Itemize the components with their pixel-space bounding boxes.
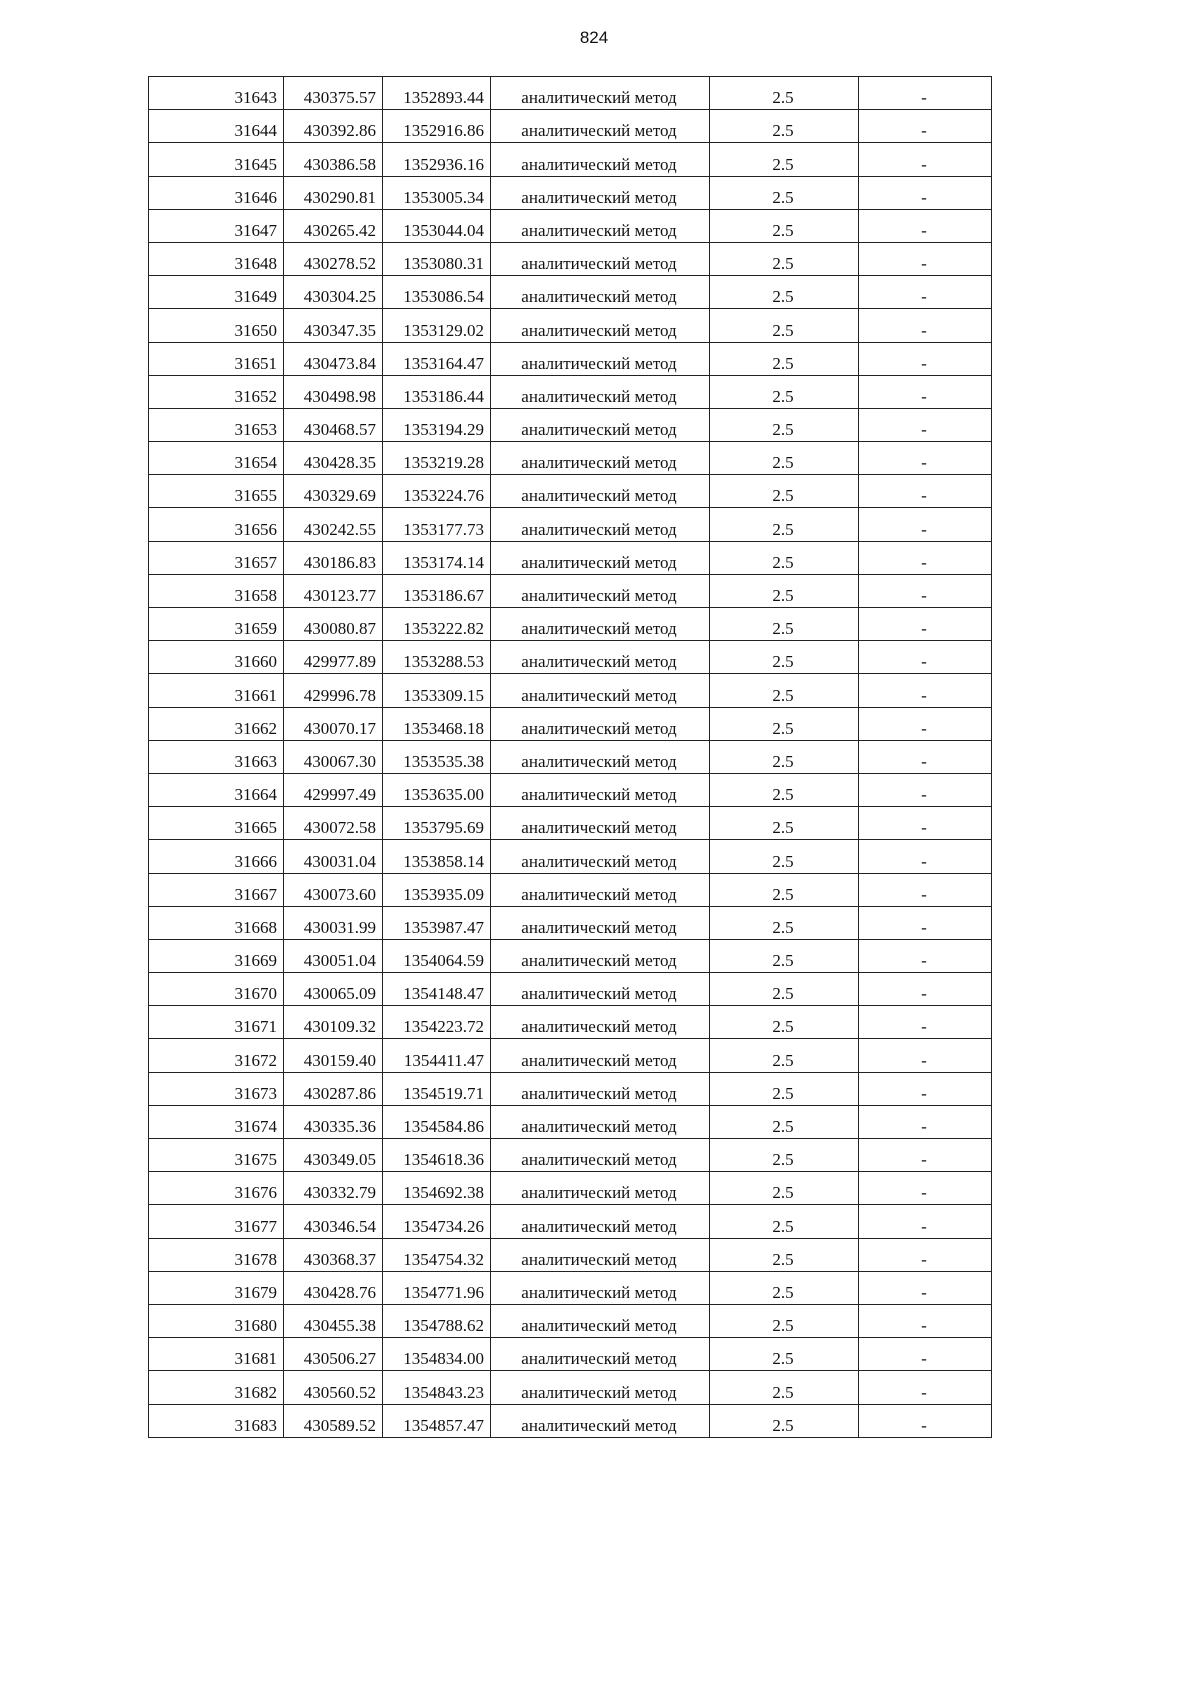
method-cell: аналитический метод [491, 309, 710, 342]
y-coordinate-cell: 1354754.32 [383, 1238, 491, 1271]
point-number-cell: 31671 [149, 1006, 284, 1039]
point-number-cell: 31673 [149, 1072, 284, 1105]
x-coordinate-cell: 430278.52 [284, 242, 383, 275]
point-number-cell: 31644 [149, 110, 284, 143]
method-cell: аналитический метод [491, 77, 710, 110]
y-coordinate-cell: 1353044.04 [383, 209, 491, 242]
x-coordinate-cell: 430335.36 [284, 1105, 383, 1138]
note-cell: - [859, 309, 992, 342]
note-cell: - [859, 939, 992, 972]
accuracy-cell: 2.5 [710, 873, 859, 906]
table-row [149, 641, 992, 674]
point-number-cell: 31645 [149, 143, 284, 176]
method-cell: аналитический метод [491, 242, 710, 275]
accuracy-cell: 2.5 [710, 840, 859, 873]
point-number-cell: 31669 [149, 939, 284, 972]
method-cell: аналитический метод [491, 1238, 710, 1271]
table-row [149, 1172, 992, 1205]
accuracy-cell: 2.5 [710, 1404, 859, 1437]
x-coordinate-cell: 430347.35 [284, 309, 383, 342]
y-coordinate-cell: 1352936.16 [383, 143, 491, 176]
note-cell: - [859, 1205, 992, 1238]
method-cell: аналитический метод [491, 608, 710, 641]
accuracy-cell: 2.5 [710, 242, 859, 275]
table-row [149, 110, 992, 143]
x-coordinate-cell: 430109.32 [284, 1006, 383, 1039]
y-coordinate-cell: 1353177.73 [383, 508, 491, 541]
table-row [149, 1072, 992, 1105]
x-coordinate-cell: 429996.78 [284, 674, 383, 707]
accuracy-cell: 2.5 [710, 740, 859, 773]
note-cell: - [859, 1072, 992, 1105]
point-number-cell: 31658 [149, 574, 284, 607]
x-coordinate-cell: 430589.52 [284, 1404, 383, 1437]
method-cell: аналитический метод [491, 408, 710, 441]
point-number-cell: 31668 [149, 906, 284, 939]
accuracy-cell: 2.5 [710, 276, 859, 309]
y-coordinate-cell: 1353468.18 [383, 707, 491, 740]
note-cell: - [859, 242, 992, 275]
accuracy-cell: 2.5 [710, 1238, 859, 1271]
note-cell: - [859, 574, 992, 607]
x-coordinate-cell: 430506.27 [284, 1338, 383, 1371]
x-coordinate-cell: 430455.38 [284, 1304, 383, 1337]
accuracy-cell: 2.5 [710, 641, 859, 674]
accuracy-cell: 2.5 [710, 906, 859, 939]
note-cell: - [859, 1039, 992, 1072]
table-row [149, 309, 992, 342]
y-coordinate-cell: 1353219.28 [383, 442, 491, 475]
note-cell: - [859, 641, 992, 674]
note-cell: - [859, 1404, 992, 1437]
accuracy-cell: 2.5 [710, 1271, 859, 1304]
table-row [149, 574, 992, 607]
accuracy-cell: 2.5 [710, 1205, 859, 1238]
point-number-cell: 31661 [149, 674, 284, 707]
method-cell: аналитический метод [491, 906, 710, 939]
note-cell: - [859, 110, 992, 143]
table-row [149, 1139, 992, 1172]
method-cell: аналитический метод [491, 707, 710, 740]
x-coordinate-cell: 430067.30 [284, 740, 383, 773]
point-number-cell: 31682 [149, 1371, 284, 1404]
y-coordinate-cell: 1354843.23 [383, 1371, 491, 1404]
table-row [149, 1238, 992, 1271]
x-coordinate-cell: 430031.04 [284, 840, 383, 873]
note-cell: - [859, 1371, 992, 1404]
y-coordinate-cell: 1353129.02 [383, 309, 491, 342]
accuracy-cell: 2.5 [710, 110, 859, 143]
table-row [149, 442, 992, 475]
table-row [149, 541, 992, 574]
table-row [149, 143, 992, 176]
table-row [149, 1404, 992, 1437]
point-number-cell: 31674 [149, 1105, 284, 1138]
x-coordinate-cell: 430332.79 [284, 1172, 383, 1205]
x-coordinate-cell: 430346.54 [284, 1205, 383, 1238]
y-coordinate-cell: 1352893.44 [383, 77, 491, 110]
y-coordinate-cell: 1353224.76 [383, 475, 491, 508]
table-row [149, 176, 992, 209]
y-coordinate-cell: 1353309.15 [383, 674, 491, 707]
x-coordinate-cell: 430031.99 [284, 906, 383, 939]
y-coordinate-cell: 1353858.14 [383, 840, 491, 873]
x-coordinate-cell: 429997.49 [284, 773, 383, 806]
accuracy-cell: 2.5 [710, 807, 859, 840]
point-number-cell: 31667 [149, 873, 284, 906]
table-row [149, 773, 992, 806]
point-number-cell: 31652 [149, 375, 284, 408]
accuracy-cell: 2.5 [710, 1072, 859, 1105]
y-coordinate-cell: 1353080.31 [383, 242, 491, 275]
note-cell: - [859, 1006, 992, 1039]
method-cell: аналитический метод [491, 442, 710, 475]
x-coordinate-cell: 430329.69 [284, 475, 383, 508]
table-row [149, 674, 992, 707]
table-row [149, 608, 992, 641]
table-row [149, 475, 992, 508]
method-cell: аналитический метод [491, 773, 710, 806]
point-number-cell: 31678 [149, 1238, 284, 1271]
note-cell: - [859, 176, 992, 209]
point-number-cell: 31659 [149, 608, 284, 641]
point-number-cell: 31663 [149, 740, 284, 773]
note-cell: - [859, 375, 992, 408]
accuracy-cell: 2.5 [710, 475, 859, 508]
x-coordinate-cell: 430072.58 [284, 807, 383, 840]
note-cell: - [859, 608, 992, 641]
point-number-cell: 31654 [149, 442, 284, 475]
x-coordinate-cell: 430368.37 [284, 1238, 383, 1271]
method-cell: аналитический метод [491, 973, 710, 1006]
accuracy-cell: 2.5 [710, 973, 859, 1006]
x-coordinate-cell: 430468.57 [284, 408, 383, 441]
method-cell: аналитический метод [491, 574, 710, 607]
method-cell: аналитический метод [491, 1205, 710, 1238]
accuracy-cell: 2.5 [710, 1105, 859, 1138]
accuracy-cell: 2.5 [710, 209, 859, 242]
note-cell: - [859, 1238, 992, 1271]
table-row [149, 276, 992, 309]
point-number-cell: 31681 [149, 1338, 284, 1371]
point-number-cell: 31650 [149, 309, 284, 342]
accuracy-cell: 2.5 [710, 77, 859, 110]
point-number-cell: 31675 [149, 1139, 284, 1172]
point-number-cell: 31643 [149, 77, 284, 110]
y-coordinate-cell: 1353186.44 [383, 375, 491, 408]
point-number-cell: 31660 [149, 641, 284, 674]
point-number-cell: 31664 [149, 773, 284, 806]
note-cell: - [859, 408, 992, 441]
y-coordinate-cell: 1353635.00 [383, 773, 491, 806]
note-cell: - [859, 906, 992, 939]
accuracy-cell: 2.5 [710, 1304, 859, 1337]
point-number-cell: 31672 [149, 1039, 284, 1072]
accuracy-cell: 2.5 [710, 773, 859, 806]
page-number: 824 [579, 28, 609, 47]
accuracy-cell: 2.5 [710, 939, 859, 972]
x-coordinate-cell: 430242.55 [284, 508, 383, 541]
table-row [149, 840, 992, 873]
y-coordinate-cell: 1353186.67 [383, 574, 491, 607]
x-coordinate-cell: 430159.40 [284, 1039, 383, 1072]
point-number-cell: 31648 [149, 242, 284, 275]
point-number-cell: 31655 [149, 475, 284, 508]
table-row [149, 1271, 992, 1304]
y-coordinate-cell: 1354834.00 [383, 1338, 491, 1371]
x-coordinate-cell: 430375.57 [284, 77, 383, 110]
x-coordinate-cell: 429977.89 [284, 641, 383, 674]
y-coordinate-cell: 1354584.86 [383, 1105, 491, 1138]
point-number-cell: 31679 [149, 1271, 284, 1304]
y-coordinate-cell: 1353535.38 [383, 740, 491, 773]
point-number-cell: 31653 [149, 408, 284, 441]
table-row [149, 1371, 992, 1404]
x-coordinate-cell: 430186.83 [284, 541, 383, 574]
method-cell: аналитический метод [491, 1172, 710, 1205]
x-coordinate-cell: 430080.87 [284, 608, 383, 641]
table-row [149, 209, 992, 242]
table-row [149, 973, 992, 1006]
table-row [149, 1304, 992, 1337]
accuracy-cell: 2.5 [710, 608, 859, 641]
x-coordinate-cell: 430473.84 [284, 342, 383, 375]
y-coordinate-cell: 1354519.71 [383, 1072, 491, 1105]
note-cell: - [859, 773, 992, 806]
method-cell: аналитический метод [491, 475, 710, 508]
point-number-cell: 31647 [149, 209, 284, 242]
y-coordinate-cell: 1354734.26 [383, 1205, 491, 1238]
accuracy-cell: 2.5 [710, 143, 859, 176]
method-cell: аналитический метод [491, 840, 710, 873]
point-number-cell: 31676 [149, 1172, 284, 1205]
method-cell: аналитический метод [491, 1371, 710, 1404]
point-number-cell: 31666 [149, 840, 284, 873]
table-row [149, 375, 992, 408]
method-cell: аналитический метод [491, 143, 710, 176]
y-coordinate-cell: 1354788.62 [383, 1304, 491, 1337]
y-coordinate-cell: 1354223.72 [383, 1006, 491, 1039]
x-coordinate-cell: 430560.52 [284, 1371, 383, 1404]
table-row [149, 508, 992, 541]
point-number-cell: 31670 [149, 973, 284, 1006]
point-number-cell: 31677 [149, 1205, 284, 1238]
method-cell: аналитический метод [491, 1139, 710, 1172]
accuracy-cell: 2.5 [710, 541, 859, 574]
table-row [149, 873, 992, 906]
x-coordinate-cell: 430304.25 [284, 276, 383, 309]
method-cell: аналитический метод [491, 674, 710, 707]
y-coordinate-cell: 1354692.38 [383, 1172, 491, 1205]
x-coordinate-cell: 430349.05 [284, 1139, 383, 1172]
x-coordinate-cell: 430051.04 [284, 939, 383, 972]
method-cell: аналитический метод [491, 641, 710, 674]
y-coordinate-cell: 1354857.47 [383, 1404, 491, 1437]
note-cell: - [859, 541, 992, 574]
note-cell: - [859, 1139, 992, 1172]
table-row [149, 807, 992, 840]
coordinates-table-body [149, 77, 992, 1438]
method-cell: аналитический метод [491, 939, 710, 972]
accuracy-cell: 2.5 [710, 176, 859, 209]
table-row [149, 707, 992, 740]
x-coordinate-cell: 430123.77 [284, 574, 383, 607]
accuracy-cell: 2.5 [710, 1172, 859, 1205]
y-coordinate-cell: 1353795.69 [383, 807, 491, 840]
note-cell: - [859, 276, 992, 309]
method-cell: аналитический метод [491, 873, 710, 906]
accuracy-cell: 2.5 [710, 574, 859, 607]
note-cell: - [859, 442, 992, 475]
method-cell: аналитический метод [491, 1338, 710, 1371]
accuracy-cell: 2.5 [710, 1338, 859, 1371]
accuracy-cell: 2.5 [710, 1006, 859, 1039]
note-cell: - [859, 873, 992, 906]
note-cell: - [859, 143, 992, 176]
note-cell: - [859, 973, 992, 1006]
y-coordinate-cell: 1354411.47 [383, 1039, 491, 1072]
method-cell: аналитический метод [491, 807, 710, 840]
y-coordinate-cell: 1353174.14 [383, 541, 491, 574]
table-row [149, 1105, 992, 1138]
method-cell: аналитический метод [491, 508, 710, 541]
method-cell: аналитический метод [491, 1039, 710, 1072]
table-row [149, 77, 992, 110]
point-number-cell: 31646 [149, 176, 284, 209]
x-coordinate-cell: 430428.76 [284, 1271, 383, 1304]
y-coordinate-cell: 1354618.36 [383, 1139, 491, 1172]
method-cell: аналитический метод [491, 110, 710, 143]
note-cell: - [859, 807, 992, 840]
note-cell: - [859, 1105, 992, 1138]
y-coordinate-cell: 1353194.29 [383, 408, 491, 441]
point-number-cell: 31651 [149, 342, 284, 375]
accuracy-cell: 2.5 [710, 1139, 859, 1172]
coordinates-table [148, 76, 992, 1438]
accuracy-cell: 2.5 [710, 674, 859, 707]
point-number-cell: 31665 [149, 807, 284, 840]
table-row [149, 939, 992, 972]
method-cell: аналитический метод [491, 1271, 710, 1304]
point-number-cell: 31657 [149, 541, 284, 574]
x-coordinate-cell: 430392.86 [284, 110, 383, 143]
method-cell: аналитический метод [491, 1072, 710, 1105]
accuracy-cell: 2.5 [710, 442, 859, 475]
y-coordinate-cell: 1353935.09 [383, 873, 491, 906]
y-coordinate-cell: 1352916.86 [383, 110, 491, 143]
x-coordinate-cell: 430070.17 [284, 707, 383, 740]
accuracy-cell: 2.5 [710, 408, 859, 441]
y-coordinate-cell: 1354148.47 [383, 973, 491, 1006]
y-coordinate-cell: 1353987.47 [383, 906, 491, 939]
table-row [149, 1205, 992, 1238]
method-cell: аналитический метод [491, 541, 710, 574]
point-number-cell: 31680 [149, 1304, 284, 1337]
note-cell: - [859, 209, 992, 242]
method-cell: аналитический метод [491, 1105, 710, 1138]
table-row [149, 1039, 992, 1072]
y-coordinate-cell: 1353222.82 [383, 608, 491, 641]
y-coordinate-cell: 1353288.53 [383, 641, 491, 674]
method-cell: аналитический метод [491, 209, 710, 242]
point-number-cell: 31683 [149, 1404, 284, 1437]
x-coordinate-cell: 430265.42 [284, 209, 383, 242]
method-cell: аналитический метод [491, 342, 710, 375]
table-row [149, 1006, 992, 1039]
point-number-cell: 31656 [149, 508, 284, 541]
note-cell: - [859, 475, 992, 508]
note-cell: - [859, 1338, 992, 1371]
table-row [149, 408, 992, 441]
method-cell: аналитический метод [491, 375, 710, 408]
note-cell: - [859, 674, 992, 707]
table-row [149, 740, 992, 773]
method-cell: аналитический метод [491, 276, 710, 309]
note-cell: - [859, 77, 992, 110]
y-coordinate-cell: 1354771.96 [383, 1271, 491, 1304]
accuracy-cell: 2.5 [710, 375, 859, 408]
table-row [149, 242, 992, 275]
note-cell: - [859, 1304, 992, 1337]
note-cell: - [859, 1172, 992, 1205]
y-coordinate-cell: 1353005.34 [383, 176, 491, 209]
table-row [149, 342, 992, 375]
note-cell: - [859, 740, 992, 773]
point-number-cell: 31662 [149, 707, 284, 740]
x-coordinate-cell: 430065.09 [284, 973, 383, 1006]
note-cell: - [859, 1271, 992, 1304]
note-cell: - [859, 840, 992, 873]
note-cell: - [859, 342, 992, 375]
y-coordinate-cell: 1353164.47 [383, 342, 491, 375]
x-coordinate-cell: 430290.81 [284, 176, 383, 209]
point-number-cell: 31649 [149, 276, 284, 309]
x-coordinate-cell: 430498.98 [284, 375, 383, 408]
accuracy-cell: 2.5 [710, 1371, 859, 1404]
y-coordinate-cell: 1353086.54 [383, 276, 491, 309]
accuracy-cell: 2.5 [710, 707, 859, 740]
table-row [149, 1338, 992, 1371]
accuracy-cell: 2.5 [710, 309, 859, 342]
y-coordinate-cell: 1354064.59 [383, 939, 491, 972]
method-cell: аналитический метод [491, 740, 710, 773]
x-coordinate-cell: 430428.35 [284, 442, 383, 475]
method-cell: аналитический метод [491, 1006, 710, 1039]
method-cell: аналитический метод [491, 1304, 710, 1337]
x-coordinate-cell: 430287.86 [284, 1072, 383, 1105]
accuracy-cell: 2.5 [710, 508, 859, 541]
note-cell: - [859, 707, 992, 740]
note-cell: - [859, 508, 992, 541]
x-coordinate-cell: 430073.60 [284, 873, 383, 906]
method-cell: аналитический метод [491, 176, 710, 209]
accuracy-cell: 2.5 [710, 342, 859, 375]
accuracy-cell: 2.5 [710, 1039, 859, 1072]
table-row [149, 906, 992, 939]
x-coordinate-cell: 430386.58 [284, 143, 383, 176]
method-cell: аналитический метод [491, 1404, 710, 1437]
